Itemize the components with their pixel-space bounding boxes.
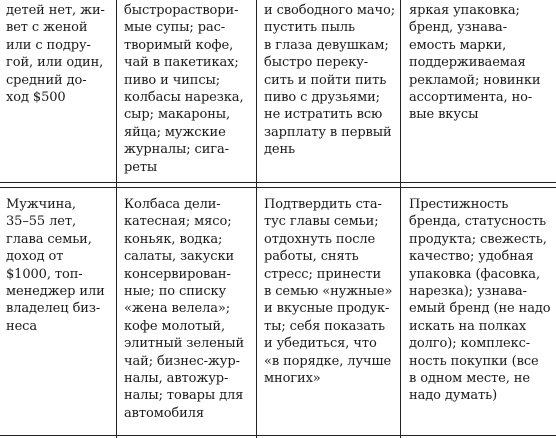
column-border [256,0,257,438]
table-cell-r2-motives: Подтвердить ста- тус главы семьи; отдохнуть после работы, снять стресс; принести в семью «нужные» и вкусные продук- ты; себя показать и убедиться, что «в порядке, лучше многих» [264,197,393,387]
table-cell-r2-segment: Мужчина, 35–55 лет, глава семьи, доход от $1000, топ- менеджер или владелец биз- неса [6,197,105,334]
table-cell-r1-motives: и свободного мачо; пустить пыль в глаза девушкам; быстро переку- сить и пойти пить пиво с друзьями; не истратить всю зарплату в первый день [264,3,396,158]
row-border [0,182,556,183]
table-cell-r2-factors: Престижность бренда, статусность продукта; свежесть, качество; удобная упаковка (фасовка, нарезка); узнава- емый бренд (не надо искать на полках долго); комплекс- ность покупки (все в одном месте, не надо думать) [409,197,551,404]
table-cell-r2-products: Колбаса дели- катесная; мясо; коньяк, водка; салаты, закуски консервирован- ные; по списку «жена велела»; кофе молотый, элитный зеленый чай; бизнес-жур- налы, автожур- налы; товары для автомобиля [124,197,245,421]
table-cell-r1-products: быстрораствори- мые супы; рас- творимый кофе, чай в пакетиках; пиво и чипсы; колбасы нарезка, сыр; макароны, яйца; мужские журналы; сига- реты [124,3,244,175]
column-border [116,0,117,438]
table-cell-r1-segment: детей нет, жи- вет с женой или с подру- гой, или один, средний до- ход $500 [6,3,105,106]
row-border [0,435,556,436]
row-border [0,187,556,188]
column-border [400,0,401,438]
table-cell-r1-factors: яркая упаковка; бренд, узнава- емость марки, поддерживаемая рекламой; новинки ассортимента, но- вые вкусы [409,3,541,123]
